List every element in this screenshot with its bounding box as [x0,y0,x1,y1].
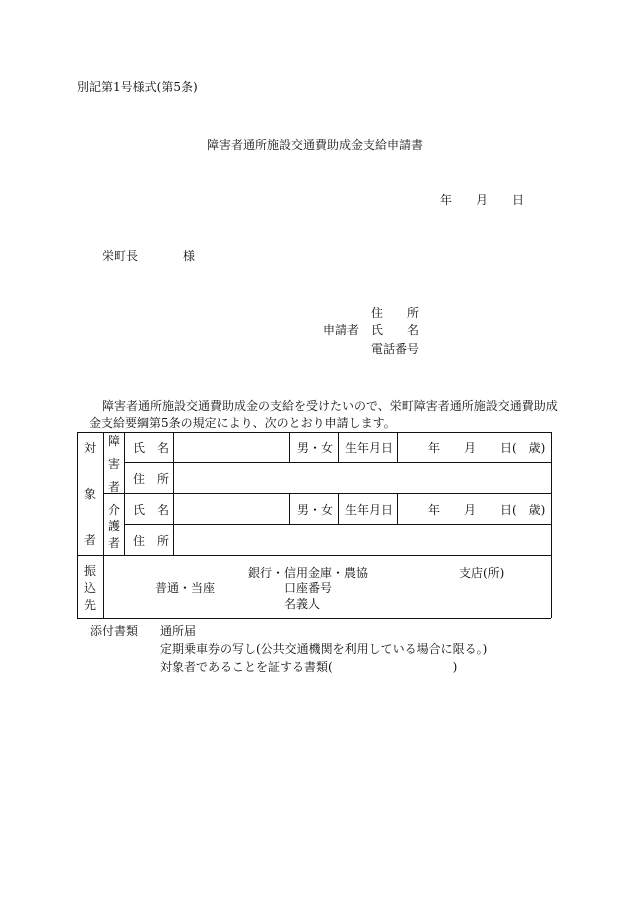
caregiver-char-1: 介 [108,503,121,517]
caregiver-birth-value: 年 月 日( 歳) [428,503,546,517]
caregiver-char-3: 者 [108,536,121,550]
target-char-2: 象 [84,487,97,501]
disabled-char-2: 害 [108,457,121,471]
target-char-1: 対 [84,441,97,455]
applicant-label: 申請者 [323,323,360,337]
disabled-address-label: 住 所 [133,472,170,486]
transfer-char-3: 先 [84,598,97,612]
account-type: 普通・当座 [155,581,216,595]
caregiver-name-field[interactable] [175,495,287,523]
disabled-name-label: 氏 名 [133,441,170,455]
branch-label: 支店(所) [459,566,505,580]
body-text-line1: 障害者通所施設交通費助成金の支給を受けたいので、栄町障害者通所施設交通費助成 [102,399,558,413]
transfer-char-1: 振 [84,564,97,578]
disabled-address-field[interactable] [175,464,549,492]
attachment-item-1: 通所届 [160,624,197,638]
applicant-phone-label: 電話番号 [371,342,420,356]
account-holder-label: 名義人 [284,597,321,611]
caregiver-address-label: 住 所 [133,534,170,548]
date-day: 日 [512,193,525,207]
caregiver-name-label: 氏 名 [133,503,170,517]
disabled-name-field[interactable] [175,434,287,461]
form-number: 別記第1号様式(第5条) [77,80,198,94]
attachments-label: 添付書類 [90,624,139,638]
addressee-name: 栄町長 [102,249,139,263]
applicant-name-label: 氏 名 [371,323,420,337]
caregiver-char-2: 護 [108,519,121,533]
caregiver-address-field[interactable] [175,526,549,554]
account-number-label: 口座番号 [284,581,333,595]
caregiver-sex: 男・女 [297,503,334,517]
date-year: 年 [440,193,453,207]
attachment-item-3: 対象者であることを証する書類( ) [160,660,458,674]
target-char-3: 者 [84,533,97,547]
form-title: 障害者通所施設交通費助成金支給申請書 [207,138,424,152]
disabled-birth-value: 年 月 日( 歳) [428,441,546,455]
disabled-birth-label: 生年月日 [345,441,394,455]
transfer-char-2: 込 [84,581,97,595]
attachment-item-2: 定期乗車券の写し(公共交通機関を利用している場合に限る。) [160,642,488,656]
date-month: 月 [476,193,489,207]
body-text-line2: 金支給要綱第5条の規定により、次のとおり申請します。 [89,416,396,430]
caregiver-birth-label: 生年月日 [345,503,394,517]
addressee-honorific: 様 [183,249,196,263]
applicant-address-label: 住 所 [371,306,420,320]
bank-types: 銀行・信用金庫・農協 [248,566,369,580]
disabled-char-3: 者 [108,480,121,494]
disabled-sex: 男・女 [297,441,334,455]
disabled-char-1: 障 [108,434,121,448]
